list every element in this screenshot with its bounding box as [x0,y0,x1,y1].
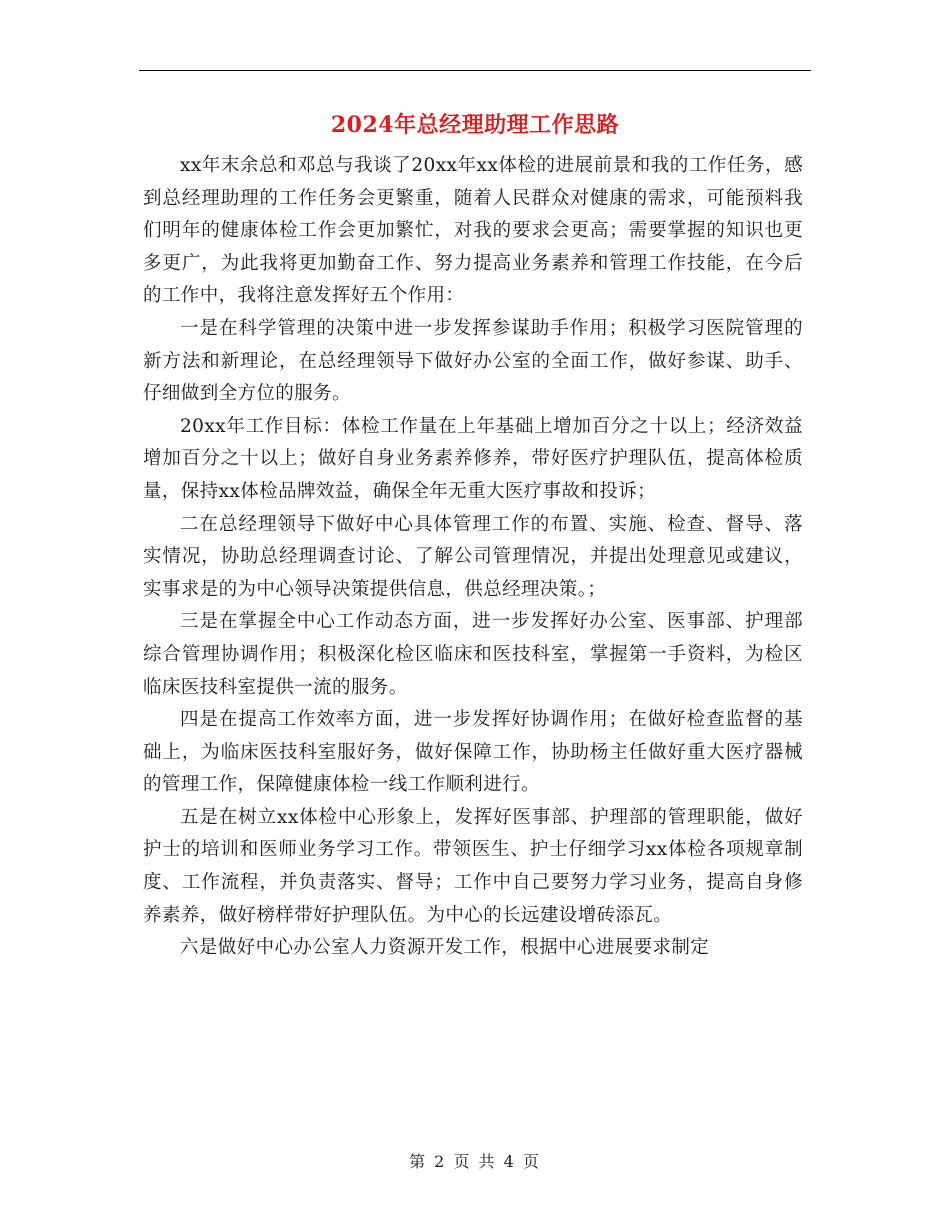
paragraph-goals: 20xx年工作目标：体检工作量在上年基础上增加百分之十以上；经济效益增加百分之十以上；做好自身业务素养修养，带好医疗护理队伍，提高体检质量，保持xx体检品牌效益，确保全年无重大医疗事故和投诉； [143,415,803,502]
paragraph-item-4: 四是在提高工作效率方面，进一步发挥好协调作用；在做好检查监督的基础上，为临床医技科室服好务，做好保障工作，协助杨主任做好重大医疗器械的管理工作，保障健康体检一线工作顺利进行。 [143,709,803,796]
document-body [143,150,803,965]
paragraph-intro: xx年末余总和邓总与我谈了20xx年xx体检的进展前景和我的工作任务，感到总经理助理的工作任务会更繁重，随着人民群众对健康的需求，可能预料我们明年的健康体检工作会更加繁忙，对我的要求会更高；需要掌握的知识也更多更广，为此我将更加勤奋工作、努力提高业务素养和管理工作技能，在今后的工作中，我将注意发挥好五个作用： [143,155,803,307]
page-footer: 第 2 页 共 4 页 [409,1152,541,1171]
paragraph-item-2: 二在总经理领导下做好中心具体管理工作的布置、实施、检查、督导、落实情况，协助总经理调查讨论、了解公司管理情况，并提出处理意见或建议，实事求是的为中心领导决策提供信息，供总经理决策。； [143,513,803,600]
paragraph-item-1: 一是在科学管理的决策中进一步发挥参谋助手作用；积极学习医院管理的新方法和新理论，在总经理领导下做好办公室的全面工作，做好参谋、助手、仔细做到全方位的服务。 [143,317,803,405]
paragraph-item-3: 三是在掌握全中心工作动态方面，进一步发挥好办公室、医事部、护理部综合管理协调作用；积极深化检区临床和医技科室，掌握第一手资料，为检区临床医技科室提供一流的服务。 [143,611,803,698]
document-title: 2024年总经理助理工作思路 [330,112,620,138]
header-rule [139,70,811,71]
paragraph-item-6: 六是做好中心办公室人力资源开发工作，根据中心进展要求制定 [180,937,710,959]
paragraph-item-5: 五是在树立xx体检中心形象上，发挥好医事部、护理部的管理职能，做好护士的培训和医师业务学习工作。带领医生、护士仔细学习xx体检各项规章制度、工作流程，并负责落实、督导；工作中自己要努力学习业务，提高自身修养素养，做好榜样带好护理队伍。为中心的长远建设增砖添瓦。 [143,806,803,926]
